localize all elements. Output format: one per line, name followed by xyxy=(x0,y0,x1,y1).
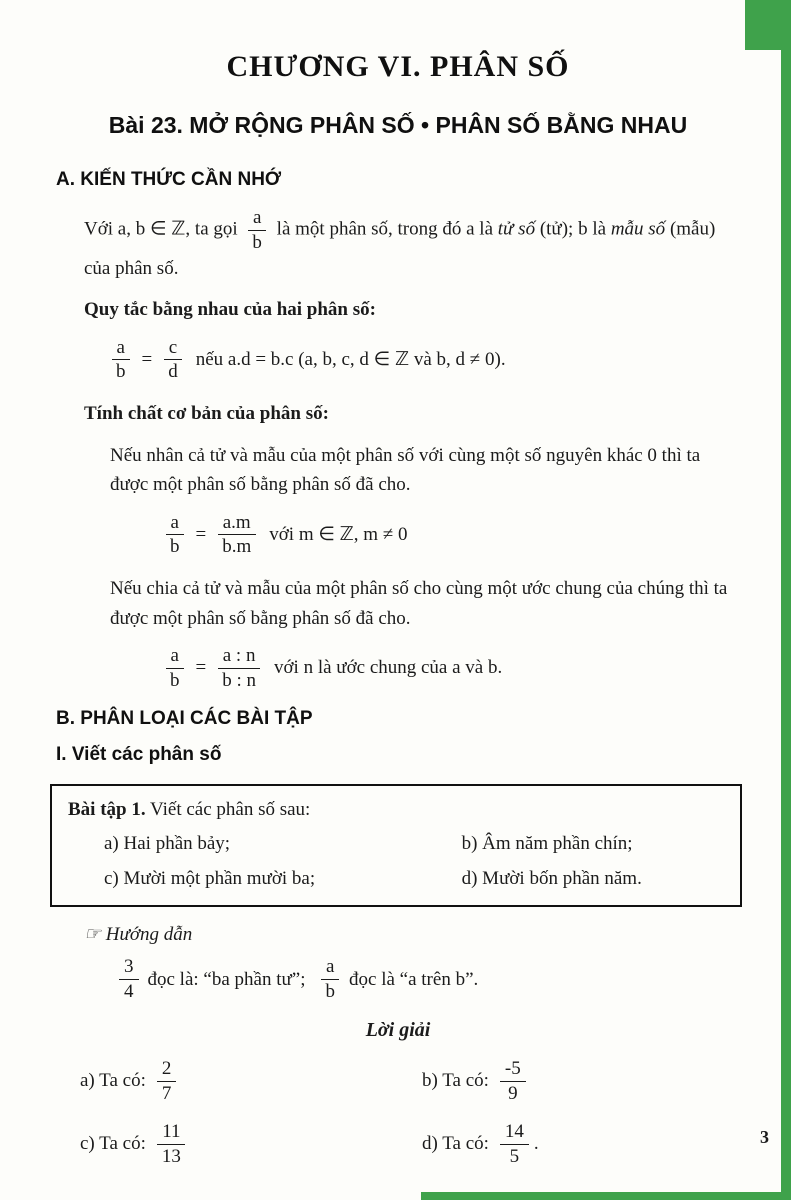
fraction-numerator: a.m xyxy=(218,512,256,536)
section-b-heading: B. PHÂN LOẠI CÁC BÀI TẬP xyxy=(56,707,313,729)
answer-prefix: d) Ta có: xyxy=(422,1133,489,1155)
fraction-a-over-b xyxy=(321,956,341,1003)
fraction-denominator: b xyxy=(252,231,262,253)
equals-sign: = xyxy=(141,348,153,370)
fraction-numerator: c xyxy=(164,337,182,361)
fraction-a-over-b xyxy=(111,337,131,384)
exercise-1-items xyxy=(68,830,724,893)
guide-text-1: đọc là: “ba phần tư”; xyxy=(147,968,306,990)
basic-property-heading: Tính chất cơ bản của phân số: xyxy=(84,403,329,425)
fraction-denominator: 13 xyxy=(161,1145,181,1167)
chapter-title: CHƯƠNG VI. PHÂN SỐ xyxy=(226,50,570,83)
fraction-numerator: 3 xyxy=(119,956,139,980)
answer-a xyxy=(56,1058,398,1105)
fraction-c-over-d xyxy=(163,337,183,384)
definition-paragraph xyxy=(56,207,740,283)
answer-prefix: a) Ta có: xyxy=(80,1070,146,1092)
fraction-numerator: a xyxy=(112,337,130,361)
term-tu-so: tử số xyxy=(497,218,536,240)
definition-text-2: là một phân số, trong đó a là xyxy=(276,218,494,240)
section-a-heading: A. KIẾN THỨC CẦN NHỚ xyxy=(56,169,282,190)
page-number: 3 xyxy=(760,1127,769,1147)
exercise-item-b: b) Âm năm phần chín; xyxy=(461,833,633,855)
definition-text-4: (mẫu) của phân số. xyxy=(84,218,716,279)
fraction-denominator: b : n xyxy=(222,669,256,691)
green-page-edge-bottom xyxy=(421,1192,791,1200)
solution-heading: Lời giải xyxy=(365,1019,431,1041)
fraction-numerator: 2 xyxy=(157,1058,177,1082)
fraction-numerator: a xyxy=(166,645,184,669)
fraction-denominator: b.m xyxy=(222,536,252,558)
equals-sign: = xyxy=(195,523,207,545)
fraction-2-over-7 xyxy=(157,1058,177,1105)
fraction-a-over-b xyxy=(165,512,185,559)
exercise-1-prompt: Viết các phân số sau: xyxy=(150,798,311,820)
fraction-an-over-bn xyxy=(217,645,261,692)
fraction-denominator: 4 xyxy=(124,981,134,1003)
answer-suffix: . xyxy=(533,1133,539,1155)
fraction-denominator: d xyxy=(168,361,178,383)
property-2-text: Nếu chia cả tử và mẫu của một phân số cho cùng một ước chung của chúng thì ta được một phân số bằng phân số đã cho. xyxy=(110,578,728,629)
fraction-numerator: -5 xyxy=(500,1058,526,1082)
fraction-14-over-5 xyxy=(500,1121,529,1168)
page-content xyxy=(56,44,740,1167)
fraction-numerator: a xyxy=(166,512,184,536)
equals-sign: = xyxy=(195,657,207,679)
lesson-title: Bài 23. MỞ RỘNG PHÂN SỐ • PHÂN SỐ BẰNG NHAU xyxy=(108,112,688,138)
fraction-denominator: b xyxy=(116,361,126,383)
exercise-1-box xyxy=(50,784,742,908)
answer-b xyxy=(398,1058,740,1105)
exercise-item-a: a) Hai phần bảy; xyxy=(104,833,231,855)
green-page-corner-top-right xyxy=(745,0,791,50)
guide-heading xyxy=(84,923,740,946)
equality-rule-heading: Quy tắc bằng nhau của hai phân số: xyxy=(84,299,376,321)
green-page-edge-right xyxy=(781,0,791,1200)
answer-prefix: b) Ta có: xyxy=(422,1070,489,1092)
fraction-11-over-13 xyxy=(157,1121,186,1168)
guide-heading-label: Hướng dẫn xyxy=(105,924,193,946)
equation-condition: nếu a.d = b.c (a, b, c, d ∈ ℤ và b, d ≠ 0). xyxy=(195,349,506,371)
fraction-numerator: a : n xyxy=(218,645,261,669)
fraction-a-over-b xyxy=(165,645,185,692)
equation-condition: với n là ước chung của a và b. xyxy=(274,657,503,679)
fraction-3-over-4 xyxy=(119,956,139,1003)
fraction-denominator: 5 xyxy=(509,1145,520,1167)
exercise-1-label: Bài tập 1. xyxy=(68,798,146,820)
section-b-subheading: I. Viết các phân số xyxy=(56,743,222,765)
fraction-numerator: a xyxy=(321,956,339,980)
fraction-numerator: 11 xyxy=(157,1121,185,1145)
fraction-denominator: b xyxy=(170,536,180,558)
property-1-text: Nếu nhân cả tử và mẫu của một phân số với cùng một số nguyên khác 0 thì ta được một phân số bằng phân số đã cho. xyxy=(110,444,701,496)
fraction-denominator: 9 xyxy=(508,1082,518,1104)
pointing-hand-icon: ☞ xyxy=(84,924,102,946)
answer-prefix: c) Ta có: xyxy=(80,1133,146,1155)
guide-text-2: đọc là “a trên b”. xyxy=(349,968,479,990)
fraction-denominator: b xyxy=(325,981,336,1003)
property-2-equation xyxy=(160,645,740,692)
fraction-denominator: 7 xyxy=(161,1082,172,1104)
answer-c xyxy=(56,1121,398,1168)
solution-answers xyxy=(56,1058,740,1167)
exercise-1-prompt-line xyxy=(68,796,724,825)
equation-condition: với m ∈ ℤ, m ≠ 0 xyxy=(269,524,408,546)
fraction-numerator: a xyxy=(248,207,266,231)
equality-rule-equation xyxy=(106,337,740,384)
property-1-equation xyxy=(160,512,740,559)
fraction-numerator: 14 xyxy=(500,1121,529,1145)
guide-example-line xyxy=(114,956,740,1003)
fraction-neg5-over-9 xyxy=(500,1058,526,1105)
fraction-a-over-b xyxy=(247,207,267,254)
answer-d xyxy=(398,1121,740,1168)
definition-text-3: (tử); b là xyxy=(539,218,607,240)
definition-text-1: Với a, b ∈ ℤ, ta gọi xyxy=(84,218,238,240)
fraction-denominator: b xyxy=(170,669,180,691)
fraction-am-over-bm xyxy=(217,512,256,559)
term-mau-so: mẫu số xyxy=(610,218,666,240)
exercise-item-d: d) Mười bốn phần năm. xyxy=(461,867,642,889)
exercise-item-c: c) Mười một phần mười ba; xyxy=(104,867,316,889)
